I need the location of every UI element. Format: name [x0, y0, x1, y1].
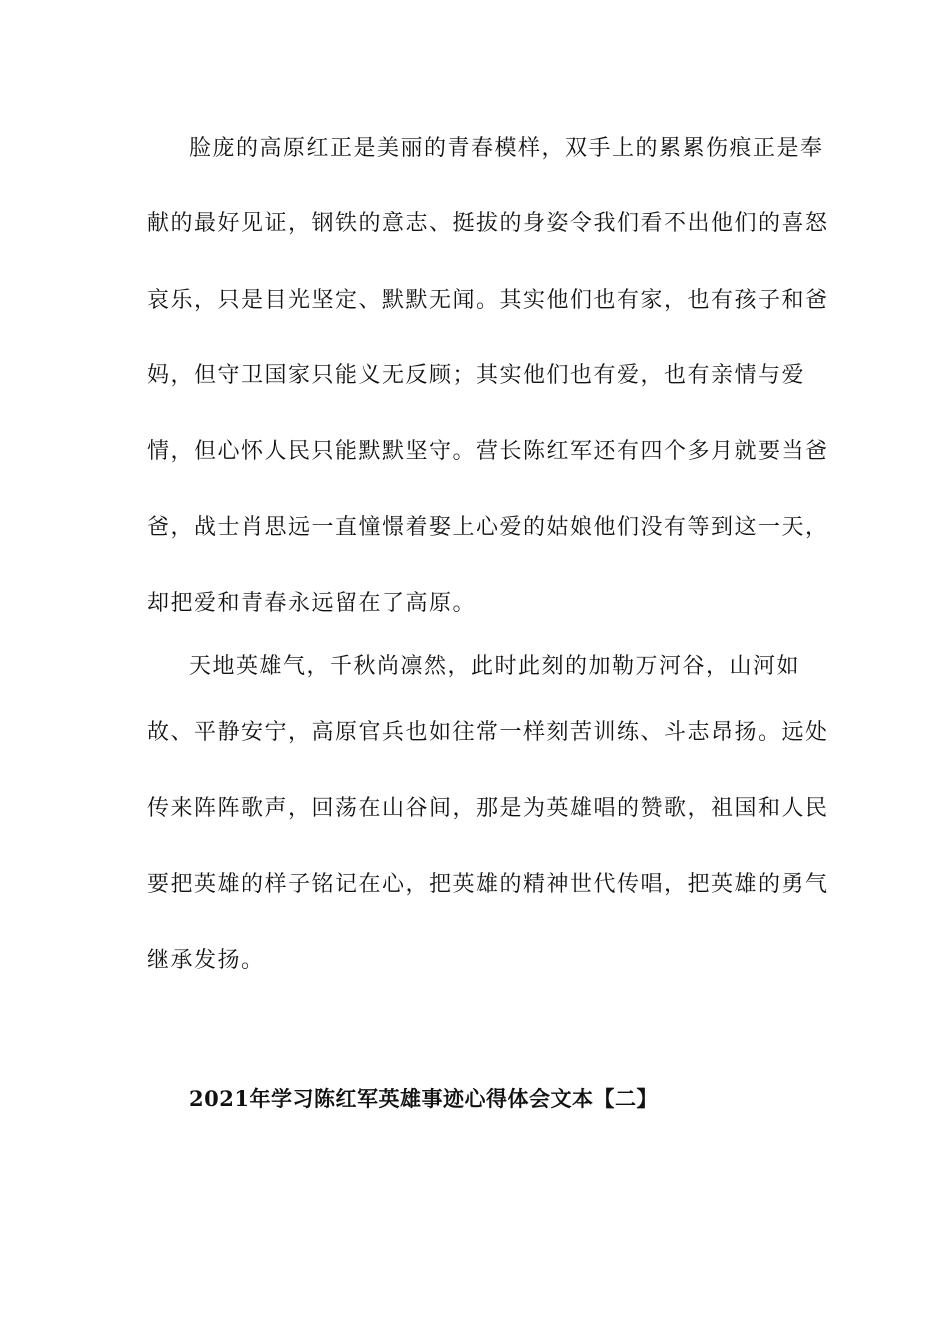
paragraph-2-line-3: 传来阵阵歌声，回荡在山谷间，那是为英雄唱的赞歌，祖国和人民	[147, 796, 829, 821]
paragraph-1-line-2: 献的最好见证，钢铁的意志、挺拔的身姿令我们看不出他们的喜怒	[147, 211, 829, 236]
paragraph-1-line-1: 脸庞的高原红正是美丽的青春模样，双手上的累累伤痕正是奉	[189, 136, 824, 161]
paragraph-2-line-1: 天地英雄气，千秋尚凛然，此时此刻的加勒万河谷，山河如	[189, 654, 801, 679]
paragraph-2-line-5: 继承发扬。	[147, 948, 265, 973]
paragraph-2-line-4: 要把英雄的样子铭记在心，把英雄的精神世代传唱，把英雄的勇气	[147, 872, 829, 897]
paragraph-1-line-5: 情，但心怀人民只能默默坚守。营长陈红军还有四个多月就要当爸	[147, 439, 829, 464]
paragraph-1-line-3: 哀乐，只是目光坚定、默默无闻。其实他们也有家，也有孩子和爸	[147, 288, 829, 313]
section-heading: 2021年学习陈红军英雄事迹心得体会文本【二】	[189, 1086, 658, 1111]
paragraph-1-line-7: 却把爱和青春永远留在了高原。	[147, 591, 477, 616]
paragraph-1-line-6: 爸，战士肖思远一直憧憬着娶上心爱的姑娘他们没有等到这一天，	[147, 515, 829, 540]
paragraph-1-line-4: 妈，但守卫国家只能义无反顾；其实他们也有爱，也有亲情与爱	[147, 363, 806, 388]
paragraph-2-line-2: 故、平静安宁，高原官兵也如往常一样刻苦训练、斗志昂扬。远处	[147, 720, 829, 745]
